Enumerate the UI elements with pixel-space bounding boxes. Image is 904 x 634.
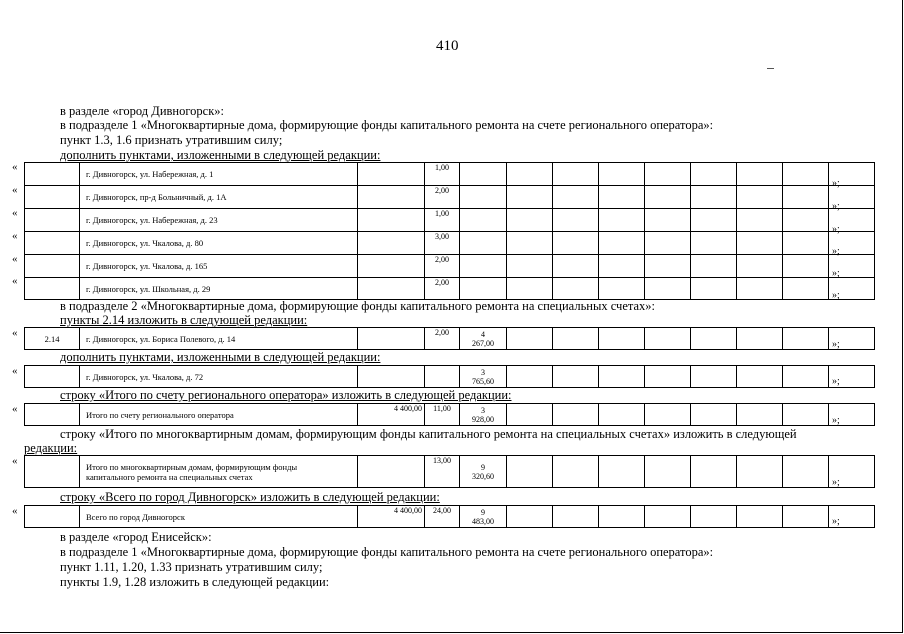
cell-value [358,163,425,186]
cell-number [25,163,80,186]
cell-value [358,209,425,232]
cell-number [25,255,80,278]
cell-value [358,328,425,350]
cell-value [460,209,507,232]
cell-value: 9 483,00 [460,506,507,528]
cell-value: 11,00 [425,404,460,426]
cell-value: 24,00 [425,506,460,528]
open-quote: « [12,275,18,287]
cell-value: 4 400,00 [358,404,425,426]
cell-number [25,278,80,300]
close-quote: »; [832,201,840,212]
table-row [25,186,875,209]
stray-mark [767,68,774,69]
cell-number [25,209,80,232]
cell-number: 2.14 [25,328,80,350]
cell-address: г. Дивногорск, пр-д Больничный, д. 1А [80,186,358,209]
cell-address: г. Дивногорск, ул. Чкалова, д. 72 [80,366,358,388]
close-quote: »; [832,376,840,387]
close-quote: »; [832,224,840,235]
data-table [24,505,875,528]
cell-value: 2,00 [425,328,460,350]
open-quote: « [12,161,18,173]
table-row [25,366,875,388]
open-quote: « [12,505,18,517]
open-quote: « [12,327,18,339]
cell-value [460,163,507,186]
table-row [25,209,875,232]
open-quote: « [12,365,18,377]
text-line: строку «Итого по многоквартирным домам, формирующим фонды капитального ремонта на специальных счетах» изложить в следующей [60,427,797,441]
cell-value [460,232,507,255]
table-row [25,456,875,488]
data-table [24,403,875,426]
cell-value: 13,00 [425,456,460,488]
table-row [25,232,875,255]
open-quote: « [12,253,18,265]
close-quote: »; [832,178,840,189]
text-line: пункт 1.11, 1.20, 1.33 признать утратившим силу; [60,560,323,574]
cell-address: Всего по город Дивногорск [80,506,358,528]
cell-address: г. Дивногорск, ул. Бориса Полевого, д. 14 [80,328,358,350]
cell-address: г. Дивногорск, ул. Набережная, д. 23 [80,209,358,232]
text-line: строку «Итого по счету регионального оператора» изложить в следующей редакции: [60,388,512,402]
cell-number [25,404,80,426]
cell-number [25,232,80,255]
open-quote: « [12,207,18,219]
text-line: дополнить пунктами, изложенными в следующей редакции: [60,148,381,162]
cell-address: г. Дивногорск, ул. Чкалова, д. 80 [80,232,358,255]
cell-address: г. Дивногорск, ул. Школьная, д. 29 [80,278,358,300]
data-table [24,365,875,388]
table-row [25,163,875,186]
cell-value [358,186,425,209]
text-line: дополнить пунктами, изложенными в следующей редакции: [60,350,381,364]
text-line: пункты 1.9, 1.28 изложить в следующей редакции: [60,575,330,589]
text-line: в подразделе 1 «Многоквартирные дома, формирующие фонды капитального ремонта на счете регионального оператора»: [60,545,714,559]
close-quote: »; [832,246,840,257]
close-quote: »; [832,415,840,426]
data-table [24,162,875,300]
open-quote: « [12,184,18,196]
close-quote: »; [832,268,840,279]
cell-value: 1,00 [425,163,460,186]
open-quote: « [12,403,18,415]
cell-value [460,255,507,278]
table-row [25,404,875,426]
open-quote: « [12,455,18,467]
table-row [25,506,875,528]
cell-number [25,366,80,388]
cell-value [358,278,425,300]
text-line: в подразделе 2 «Многоквартирные дома, формирующие фонды капитального ремонта на специальных счетах»: [60,299,656,313]
cell-value [358,255,425,278]
text-line: пункты 2.14 изложить в следующей редакции: [60,313,308,327]
cell-value [460,278,507,300]
cell-number [25,456,80,488]
data-table [24,327,875,350]
cell-number [25,186,80,209]
close-quote: »; [832,290,840,301]
page-number: 410 [436,38,459,54]
cell-value: 1,00 [425,209,460,232]
cell-value: 3 765,60 [460,366,507,388]
cell-value: 9 320,60 [460,456,507,488]
cell-address: г. Дивногорск, ул. Набережная, д. 1 [80,163,358,186]
cell-value [425,366,460,388]
cell-value: 2,00 [425,255,460,278]
table-row [25,255,875,278]
cell-address: Итого по многоквартирным домам, формирующим фонды капитального ремонта на специальных счетах [80,456,358,488]
cell-number [25,506,80,528]
text-line: редакции: [24,441,78,455]
cell-address: г. Дивногорск, ул. Чкалова, д. 165 [80,255,358,278]
cell-value [460,186,507,209]
cell-address: Итого по счету регионального оператора [80,404,358,426]
cell-value [358,456,425,488]
table-row [25,278,875,300]
cell-value: 3,00 [425,232,460,255]
cell-value [358,366,425,388]
text-line: пункт 1.3, 1.6 признать утратившим силу; [60,133,283,147]
table-row [25,328,875,350]
cell-value: 4 267,00 [460,328,507,350]
text-line: в подразделе 1 «Многоквартирные дома, формирующие фонды капитального ремонта на счете регионального оператора»: [60,118,714,132]
text-line: в разделе «город Енисейск»: [60,530,212,544]
cell-value: 2,00 [425,186,460,209]
close-quote: »; [832,339,840,350]
cell-value [358,232,425,255]
cell-value: 4 400,00 [358,506,425,528]
close-quote: »; [832,516,840,527]
text-line: строку «Всего по город Дивногорск» изложить в следующей редакции: [60,490,440,504]
text-line: в разделе «город Дивногорск»: [60,104,225,118]
cell-value: 2,00 [425,278,460,300]
data-table [24,455,875,488]
close-quote: »; [832,477,840,488]
cell-value: 3 928,00 [460,404,507,426]
open-quote: « [12,230,18,242]
